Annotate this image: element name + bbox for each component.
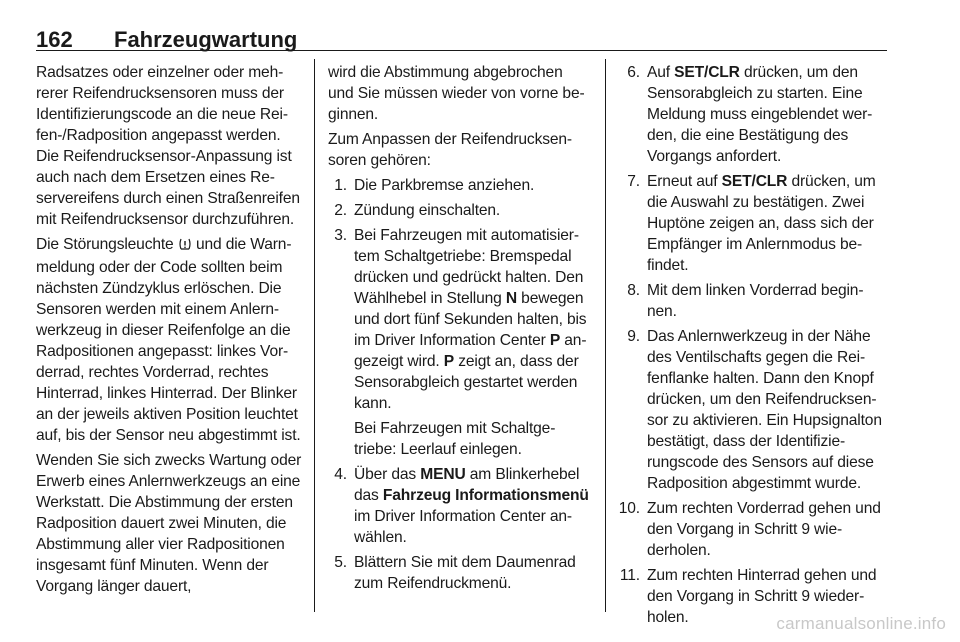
list-item: 5. Blättern Sie mit dem Daumenrad zum Reifendruckmenü. (334, 554, 576, 592)
paragraph: Wenden Sie sich zwecks Wartung oder Erwerb eines Anlernwerkzeugs an eine Werkstatt. Die Abstimmung der ersten Radposition dauert zwei Minuten, die Abstimmung aller vier Radpositionen insgesamt fünf Minuten. Wenn der Vorgang länger dauert, (36, 452, 302, 595)
column-3 (616, 62, 887, 632)
page-header (36, 10, 887, 51)
list-item: 9. Das Anlernwerkzeug in der Nähe des Ventilschafts gegen die Reifenflanke halten. Dann den Knopf drücken, um den Reifendrucksensor zu aktivieren. Ein Hupsignalton bestätigt, dass der Identifizierungscode des Sensors auf diese Radposition abgestimmt wurde. (627, 328, 882, 492)
column-1 (36, 62, 302, 601)
watermark: carmanualsonline.info (776, 614, 946, 633)
list-item: 11. Zum rechten Hinterrad gehen und den Vorgang in Schritt 9 wiederholen. (619, 567, 877, 626)
tire-pressure-warning-icon (179, 236, 191, 257)
list-item: 6. Auf SET/CLR drücken, um den Sensorabgleich zu starten. Eine Meldung muss eingeblendet werden, die eine Bestätigung des Vorgangs anfordert. (627, 64, 873, 165)
list-item: 4. Über das MENU am Blinkerhebel das Fahrzeug Informationsmenü im Driver Information Center anwählen. (334, 466, 589, 546)
list-item: 10. Zum rechten Vorderrad gehen und den Vorgang in Schritt 9 wiederholen. (618, 500, 881, 559)
list-item: 7. Erneut auf SET/CLR drücken, um die Auswahl zu bestätigen. Zwei Huptöne zeigen an, dass sich der Empfänger im Anlernmodus befindet. (627, 173, 876, 274)
paragraph: Zum Anpassen der Reifendrucksensoren gehören: (328, 131, 573, 169)
paragraph: Die Störungsleuchte und die Warnmeldung oder der Code sollten beim nächsten Zündzyklus erlöschen. Die Sensoren werden mit einem Anlernwerkzeug in dieser Reifenfolge an die Radpositionen angepasst: linkes Vorderrad, rechtes Vorderrad, rechtes Hinterrad, linkes Hinterrad. Der Blinker an der jeweils aktiven Position leuchtet auf, bis der Sensor neu abgestimmt ist. (36, 236, 301, 444)
column-divider (314, 59, 315, 612)
page-title: Fahrzeugwartung (114, 27, 298, 52)
list-item: 2. Zündung einschalten. (334, 202, 501, 219)
column-divider (605, 59, 606, 612)
list-item: 8. Mit dem linken Vorderrad beginnen. (627, 282, 864, 320)
column-2 (328, 62, 590, 598)
list-item: 3. Bei Fahrzeugen mit automatisiertem Schaltgetriebe: Bremspedal drücken und gedrückt halten. Den Wählhebel in Stellung N bewegen und dort fünf Sekunden halten, bis im Driver Information Center P angezeigt wird. P zeigt an, dass der Sensorabgleich gestartet werden kann. Bei Fahrzeugen mit Schaltgetriebe: Leerlauf einlegen. (334, 227, 587, 458)
list-item: 1. Die Parkbremse anziehen. (334, 177, 535, 194)
page-number: 162 (36, 27, 73, 52)
paragraph: Radsatzes oder einzelner oder mehrerer Reifendrucksensoren muss der Identifizierungscode an die neue Reifen-/Radposition angepasst werden. Die Reifendrucksensor-Anpassung ist auch nach dem Ersetzen eines Reservereifens durch einen Straßenreifen mit Reifendrucksensor durchzuführen. (36, 64, 300, 228)
paragraph: wird die Abstimmung abgebrochen und Sie müssen wieder von vorne beginnen. (328, 64, 585, 123)
